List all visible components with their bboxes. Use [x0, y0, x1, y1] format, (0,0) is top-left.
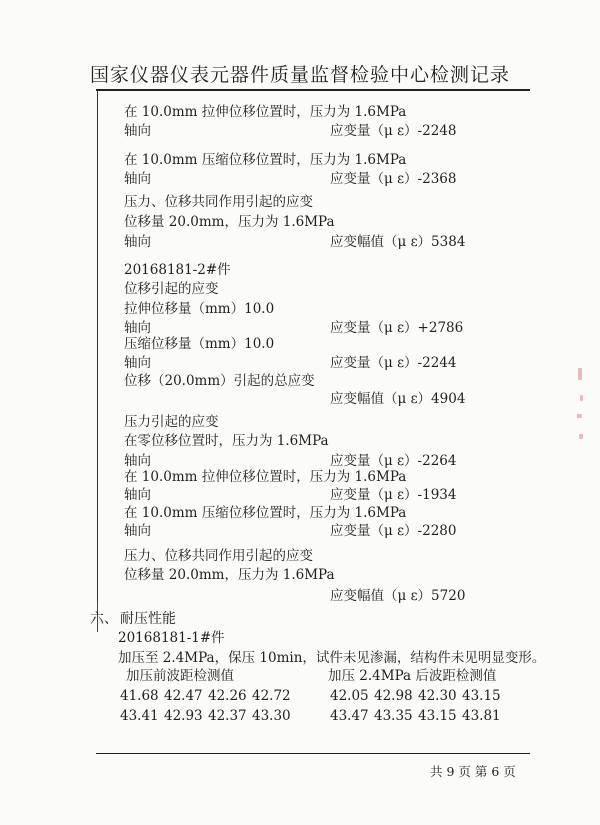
direction-label: 轴向: [124, 453, 151, 469]
record-line: 压力、位移共同作用引起的应变: [124, 194, 313, 210]
pressure-note: 加压至 2.4MPa，保压 10min，试件未见渗漏，结构件未见明显变形。: [118, 650, 546, 666]
record-line: 位移引起的应变: [124, 281, 219, 297]
record-line: 压力引起的应变: [124, 414, 219, 430]
section-number: 六、: [90, 611, 118, 627]
left-margin-line: [97, 90, 98, 602]
table-cell: 41.68: [120, 688, 159, 704]
direction-label: 轴向: [124, 171, 151, 187]
table-cell: 43.15: [418, 708, 457, 724]
record-line: 位移量 20.0mm，压力为 1.6MPa: [124, 214, 335, 230]
table-cell: 42.30: [418, 688, 457, 704]
record-line: 在 10.0mm 压缩位移位置时，压力为 1.6MPa: [124, 505, 407, 521]
record-line: 压力、位移共同作用引起的应变: [124, 548, 313, 564]
table-cell: 42.05: [330, 688, 369, 704]
table-cell: 42.26: [208, 688, 247, 704]
record-line: 位移量 20.0mm，压力为 1.6MPa: [124, 567, 335, 583]
direction-label: 轴向: [124, 487, 151, 503]
table-cell: 43.30: [252, 708, 291, 724]
table-cell: 43.15: [462, 688, 501, 704]
table-cell: 42.47: [164, 688, 203, 704]
direction-label: 轴向: [124, 123, 151, 139]
table-cell: 43.47: [330, 708, 369, 724]
strain-value: 应变幅值（μ ε）5720: [330, 588, 466, 604]
table-cell: 43.41: [120, 708, 159, 724]
record-line: 拉伸位移量（mm）10.0: [124, 301, 275, 317]
sample-id: 20168181-2#件: [124, 262, 231, 278]
strain-value: 应变量（μ ε）-2280: [330, 523, 457, 539]
header-rule: [96, 89, 530, 91]
table-cell: 42.98: [374, 688, 413, 704]
table-header-after: 加压 2.4MPa 后波距检测值: [328, 668, 497, 684]
record-line: 在 10.0mm 压缩位移位置时，压力为 1.6MPa: [124, 152, 407, 168]
seal-mark: [578, 368, 582, 380]
record-line: 在零位移位置时，压力为 1.6MPa: [124, 433, 329, 449]
table-cell: 43.35: [374, 708, 413, 724]
strain-value: 应变量（μ ε）-2368: [330, 171, 457, 187]
record-line: 位移（20.0mm）引起的总应变: [124, 373, 315, 389]
page-number: 共 9 页 第 6 页: [430, 764, 516, 779]
table-cell: 42.37: [208, 708, 247, 724]
table-cell: 43.81: [462, 708, 501, 724]
page-title: 国家仪器仪表元器件质量监督检验中心检测记录: [89, 64, 510, 86]
strain-value: 应变量（μ ε）-1934: [330, 487, 457, 503]
strain-value: 应变幅值（μ ε）5384: [330, 234, 466, 250]
table-cell: 42.72: [252, 688, 291, 704]
section-heading: 耐压性能: [120, 611, 176, 627]
seal-mark: [579, 434, 583, 439]
record-line: 压缩位移量（mm）10.0: [124, 336, 275, 352]
direction-label: 轴向: [124, 234, 151, 250]
strain-value: 应变幅值（μ ε）4904: [330, 391, 466, 407]
direction-label: 轴向: [124, 355, 151, 371]
sample-id: 20168181-1#件: [118, 630, 225, 646]
strain-value: 应变量（μ ε）-2264: [330, 453, 457, 469]
direction-label: 轴向: [124, 320, 151, 336]
table-header-before: 加压前波距检测值: [126, 668, 234, 684]
seal-mark: [580, 395, 583, 401]
seal-mark: [577, 414, 582, 418]
footer-rule: [96, 753, 530, 754]
record-line: 在 10.0mm 拉伸位移位置时，压力为 1.6MPa: [124, 469, 407, 485]
strain-value: 应变量（μ ε）-2248: [330, 123, 457, 139]
strain-value: 应变量（μ ε）+2786: [330, 320, 464, 336]
strain-value: 应变量（μ ε）-2244: [330, 355, 457, 371]
direction-label: 轴向: [124, 523, 151, 539]
table-cell: 42.93: [164, 708, 203, 724]
record-line: 在 10.0mm 拉伸位移位置时，压力为 1.6MPa: [124, 104, 407, 120]
